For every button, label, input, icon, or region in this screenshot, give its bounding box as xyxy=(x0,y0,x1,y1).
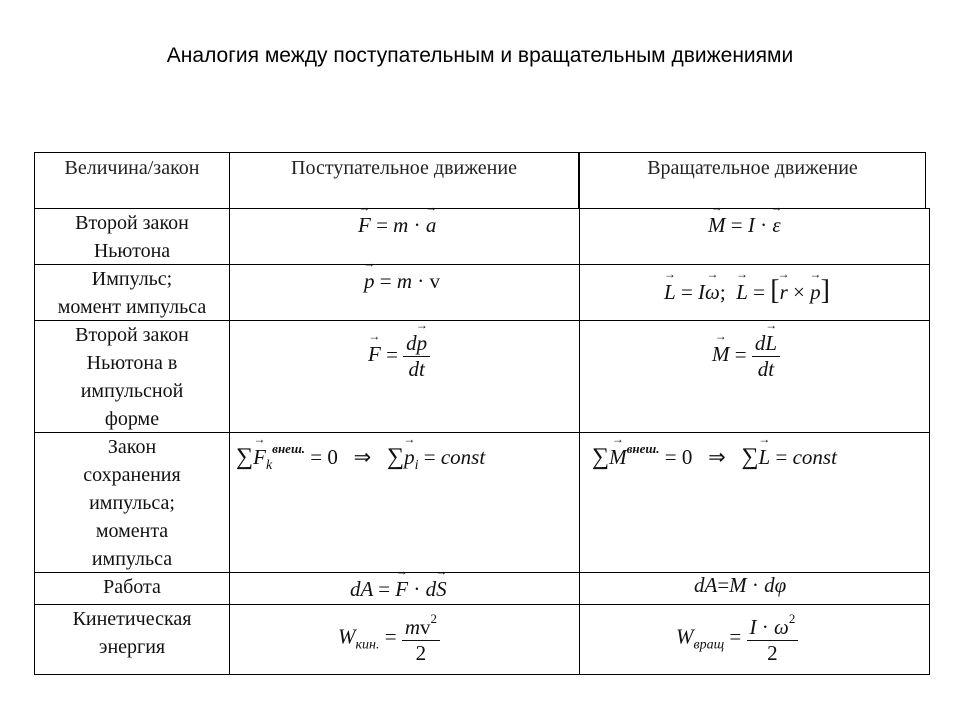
translational-formula: $W_{кин.}$ = $\frac{mv^2}{2}$ xyxy=(230,605,580,674)
table-row xyxy=(34,208,930,264)
table-header-row xyxy=(34,152,926,208)
page-title: Аналогия между поступательным и вращательным движениями xyxy=(166,44,794,67)
header-quantity: Величина/закон xyxy=(35,153,230,208)
table-row xyxy=(34,604,930,674)
rotational-formula: → M = I · → ε xyxy=(580,209,929,264)
rotational-formula: $W_{вращ}$ = $\frac{I \cdot \omega^2}{2}$ xyxy=(580,605,929,674)
rotational-formula: → L = I→ ω; → L = [→ r × → p] xyxy=(580,265,929,320)
table-row xyxy=(34,264,930,320)
row-label: Второй закон Ньютона в импульсной форме xyxy=(35,321,230,432)
row-label: Кинетическая энергия xyxy=(35,605,230,674)
translational-formula: → p = m · v xyxy=(230,265,580,320)
row-label: Работа xyxy=(35,573,230,604)
translational-formula: dA = → F · d→ S xyxy=(230,573,580,604)
translational-formula: → F = m · → a xyxy=(230,209,580,264)
table-bottom-border xyxy=(34,674,930,675)
translational-formula: ∑→ $F_k^{внеш.} = 0$ ⇒ ∑→ $p_i$ = const xyxy=(230,433,580,572)
rotational-formula: → M = $\frac{d\to L}{dt}$ xyxy=(580,321,929,432)
header-rotational: Вращательное движение xyxy=(647,157,858,179)
header-translational: Поступательное движение xyxy=(230,153,580,208)
row-label: Второй закон Ньютона xyxy=(35,209,230,264)
row-label: Импульс; момент импульса xyxy=(35,265,230,320)
table-row xyxy=(34,432,930,572)
table-row xyxy=(34,572,930,604)
rotational-formula: dA=M · dφ xyxy=(694,573,787,597)
rotational-formula: ∑→ $M^{внеш.} = 0$ ⇒ ∑→ L = const xyxy=(580,433,929,572)
table-row xyxy=(34,320,930,432)
translational-formula: → F = $\frac{d\to p}{dt}$ xyxy=(230,321,580,432)
row-label: Закон сохранения импульса; момента импульса xyxy=(35,433,230,572)
